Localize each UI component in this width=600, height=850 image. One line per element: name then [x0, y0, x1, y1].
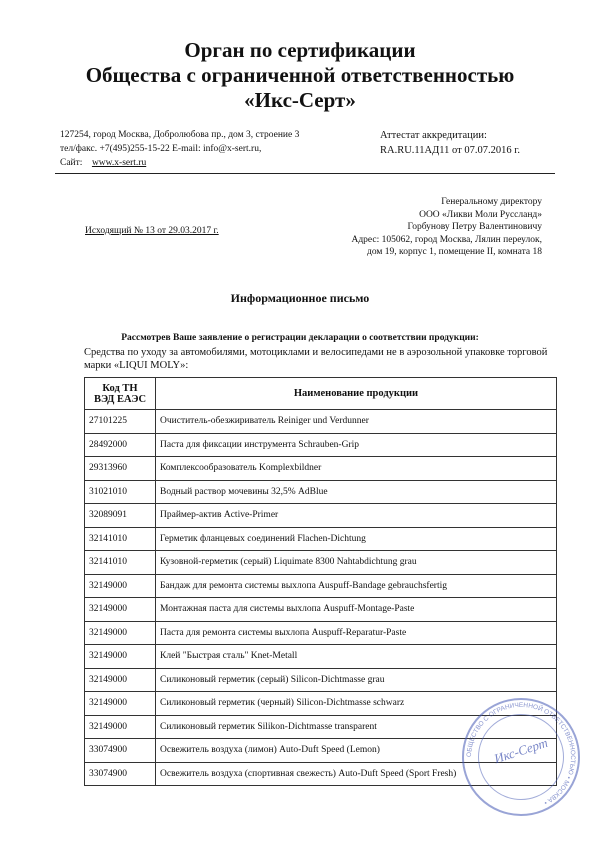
header-code-line2: ВЭД ЕАЭС — [93, 393, 147, 405]
org-site — [60, 156, 350, 170]
row-code: 32149000 — [85, 621, 156, 645]
row-name: Освежитель воздуха (спортивная свежесть) Auto-Duft Speed (Sport Fresh) — [156, 762, 557, 786]
recipient-block — [242, 196, 542, 259]
row-name: Очиститель-обезжириватель Reiniger und Verdunner — [156, 410, 557, 434]
row-name: Паста для фиксации инструмента Schrauben-Grip — [156, 433, 557, 457]
contact-block — [60, 128, 350, 170]
row-name: Бандаж для ремонта системы выхлопа Auspuff-Bandage gebrauchsfertig — [156, 574, 557, 598]
row-name: Герметик фланцевых соединений Flachen-Dichtung — [156, 527, 557, 551]
row-code: 32149000 — [85, 598, 156, 622]
row-code: 32141010 — [85, 527, 156, 551]
table-row — [85, 433, 557, 457]
row-code: 32149000 — [85, 715, 156, 739]
seal-ring-text: ОБЩЕСТВО С ОГРАНИЧЕННОЙ ОТВЕТСТВЕННОСТЬЮ • МОСКВА • — [465, 701, 577, 806]
row-name: Силиконовый герметик (серый) Silicon-Dichtmasse grau — [156, 668, 557, 692]
table-row — [85, 574, 557, 598]
row-code: 31021010 — [85, 480, 156, 504]
outgoing-number: Исходящий № 13 от 29.03.2017 г. — [85, 226, 219, 236]
row-code: 32141010 — [85, 551, 156, 575]
org-phone-email: тел/факс. +7(495)255-15-22 E-mail: info@x-sert.ru, — [60, 144, 262, 154]
accreditation-label: Аттестат аккредитации: — [380, 130, 487, 141]
seal-center-text: Икс-Серт — [492, 734, 550, 767]
letter-title: Информационное письмо — [230, 291, 370, 305]
table-row — [85, 457, 557, 481]
intro-bold: Рассмотрев Ваше заявление о регистрации декларации о соответствии продукции: — [121, 333, 479, 343]
header-code — [85, 378, 156, 410]
recipient-line: Горбунову Петру Валентиновичу — [407, 222, 542, 232]
row-code: 32149000 — [85, 692, 156, 716]
header-code-line1: Код ТН — [102, 382, 138, 394]
row-code: 33074900 — [85, 762, 156, 786]
row-name: Клей "Быстрая сталь" Knet-Metall — [156, 645, 557, 669]
row-name: Силиконовый герметик Silikon-Dichtmasse transparent — [156, 715, 557, 739]
accreditation-block — [380, 128, 520, 158]
row-name: Праймер-актив Active-Primer — [156, 504, 557, 528]
recipient-line: ООО «Ликви Моли Руссланд» — [419, 209, 542, 220]
recipient-line: Адрес: 105062, город Москва, Лялин переулок, — [351, 234, 542, 245]
row-code: 32149000 — [85, 574, 156, 598]
org-title-line2: Общества с ограниченной ответственностью — [85, 63, 515, 87]
table-row — [85, 645, 557, 669]
row-name: Силиконовый герметик (черный) Silicon-Dichtmasse schwarz — [156, 692, 557, 716]
org-title-line3: «Икс-Серт» — [244, 88, 356, 112]
row-code: 32149000 — [85, 668, 156, 692]
table-row — [85, 504, 557, 528]
site-label: Сайт: — [60, 158, 83, 168]
recipient-line: Генеральному директору — [441, 197, 542, 207]
row-code: 32149000 — [85, 645, 156, 669]
table-row — [85, 527, 557, 551]
site-link[interactable]: www.x-sert.ru — [91, 158, 147, 168]
table-row — [85, 551, 557, 575]
row-code: 27101225 — [85, 410, 156, 434]
row-name: Комплексообразователь Komplexbildner — [156, 457, 557, 481]
org-title-line1: Орган по сертификации — [184, 38, 416, 62]
accreditation-number: RA.RU.11АД11 от 07.07.2016 г. — [380, 145, 520, 156]
recipient-line: дом 19, корпус 1, помещение II, комната 18 — [367, 247, 542, 257]
header-divider — [55, 173, 555, 174]
header-name: Наименование продукции — [156, 378, 557, 410]
row-code: 28492000 — [85, 433, 156, 457]
org-address: 127254, город Москва, Добролюбова пр., дом 3, строение 3 — [60, 130, 300, 140]
row-code: 32089091 — [85, 504, 156, 528]
row-name: Кузовной-герметик (серый) Liquimate 8300 Nahtabdichtung grau — [156, 551, 557, 575]
row-name: Монтажная паста для системы выхлопа Auspuff-Montage-Paste — [156, 598, 557, 622]
table-row — [85, 410, 557, 434]
row-name: Освежитель воздуха (лимон) Auto-Duft Speed (Lemon) — [156, 739, 557, 763]
row-code: 29313960 — [85, 457, 156, 481]
table-row — [85, 480, 557, 504]
row-code: 33074900 — [85, 739, 156, 763]
table-row — [85, 621, 557, 645]
table-row — [85, 668, 557, 692]
intro-text: Средства по уходу за автомобилями, мотоциклами и велосипедами не в аэрозольной упаковке торговой марки «LIQUI MOLY»: — [84, 347, 548, 371]
table-header-row — [85, 378, 557, 410]
row-name: Паста для ремонта системы выхлопа Auspuff-Reparatur-Paste — [156, 621, 557, 645]
row-name: Водный раствор мочевины 32,5% AdBlue — [156, 480, 557, 504]
table-row — [85, 598, 557, 622]
company-seal — [462, 698, 580, 816]
